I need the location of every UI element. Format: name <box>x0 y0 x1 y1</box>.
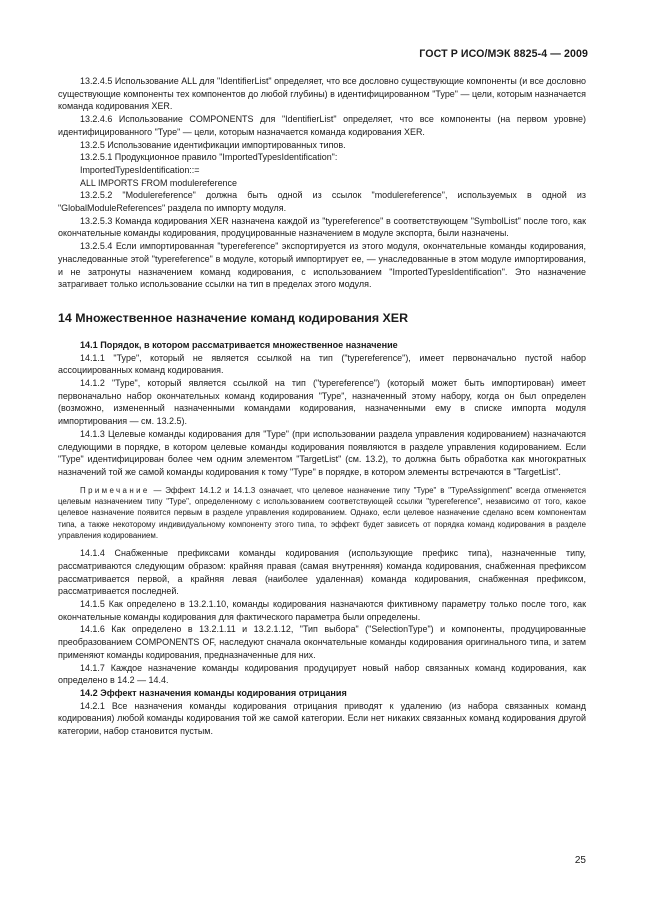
paragraph-13-2-5: 13.2.5 Использование идентификации импортированных типов. <box>80 139 346 150</box>
page-content <box>58 75 586 738</box>
paragraph-14-1-4: 14.1.4 Снабженные префиксами команды кодирования (использующие префикс типа), назначенные типу, рассматриваются следующим образом: крайняя правая (самая внутренняя) команда кодирования, снабженная префиксом рассматривается первой, а крайняя левая (наиболее удаленная) команда кодирования, снабженная префиксом, рассматривается последней. <box>58 548 586 597</box>
production-rule-line-1: ImportedTypesIdentification::= <box>80 164 200 175</box>
note-text: — Эффект 14.1.2 и 14.1.3 означает, что целевое назначение типу "Type" в "TypeAssignment" всегда отменяется целевым назначением типу "Type", определенному с использованием соответствующей ссылки "typereference", независимо от того, какое целевое назначение появится первым в разделе управления кодированием. Однако, если целевое назначение сделано всем компонентам типа, а также некоторому индивидуальному компоненту этого типа, то эффект будет зависеть от порядка команд кодирования в разделе управления кодированием. <box>58 485 586 540</box>
paragraph-14-1-3: 14.1.3 Целевые команды кодирования для "Type" (при использовании раздела управления кодированием) назначаются следующими в порядке, в котором целевые команды кодирования появляются в разделе управления кодированием. Если "Type" идентифицирован более чем одним элементом "TargetList" (см. 13.2), то должна быть обработка как многократных назначений той же самой команды кодирования к тому "Type" в порядке, в котором элементы встречаются в "TargetList". <box>58 428 586 477</box>
production-rule-line-2: ALL IMPORTS FROM modulereference <box>80 177 237 188</box>
document-header: ГОСТ Р ИСО/МЭК 8825-4 — 2009 <box>419 48 588 60</box>
paragraph-14-1-5: 14.1.5 Как определено в 13.2.1.10, команды кодирования назначаются фиктивному параметру только после того, как окончательные команды кодирования для фактического параметра были определены. <box>58 598 586 622</box>
paragraph-13-2-4-5: 13.2.4.5 Использование ALL для "IdentifierList" определяет, что все дословно существующие компоненты (и все дословно существующие компоненты тех компонентов до любой глубины) в идентифицированном "Type" — цели, которым назначается команда кодирования XER. <box>58 76 586 112</box>
paragraph-13-2-5-1: 13.2.5.1 Продукционное правило "ImportedTypesIdentification": <box>80 152 338 163</box>
paragraph-14-1-2: 14.1.2 "Type", который является ссылкой на тип ("typereference") (который может быть импортирован) имеет первоначально набор окончательных команд кодирования "Type", назначенный этому набору, когда он был определен (возможно, измененный назначенными командами кодирования, назначенными ему в списке импорта модуля импортирования — см. 13.2.5). <box>58 378 586 427</box>
paragraph-13-2-4-6: 13.2.4.6 Использование COMPONENTS для "IdentifierList" определяет, что все компоненты (на первом уровне) идентифицированного "Type" — цели, которым назначается команда кодирования XER. <box>58 114 586 137</box>
paragraph-14-1-1: 14.1.1 "Type", который не является ссылкой на тип ("typereference"), имеет первоначально пустой набор ассоциированных команд кодирования. <box>58 352 586 376</box>
note-label: Примечание <box>80 485 150 495</box>
paragraph-14-1-7: 14.1.7 Каждое назначение команды кодирования продуцирует новый набор связанных команд кодирования, как определено в 14.2 — 14.4. <box>58 662 586 686</box>
page-number: 25 <box>574 855 586 866</box>
note-block <box>58 485 586 541</box>
subsection-14-2-heading: 14.2 Эффект назначения команды кодирования отрицания <box>80 687 347 698</box>
paragraph-13-2-5-2: 13.2.5.2 "Modulereference" должна быть одной из ссылок "modulereference", используемых в одной из "GlobalModuleReferences" раздела по импорту модуля. <box>58 190 586 214</box>
paragraph-14-1-6: 14.1.6 Как определено в 13.2.1.11 и 13.2.1.12, "Тип выбора" ("SelectionType") и компоненты, продуцированные преобразованием COMPONENTS OF, наследуют сначала окончательные команды кодирования оригинального типа, и затем применяют команды кодирования, предназначенные для них. <box>58 624 586 660</box>
section-14-heading: 14 Множественное назначение команд кодирования XER <box>58 310 409 325</box>
subsection-14-1-heading: 14.1 Порядок, в котором рассматривается множественное назначение <box>80 339 398 350</box>
paragraph-14-2-1: 14.2.1 Все назначения команды кодирования отрицания приводят к удалению (из набора связанных команд кодирования) любой команды кодирования той же самой категории. Если нет никаких связанных команд кодирования другой категории, набор становится пустым. <box>58 700 586 737</box>
paragraph-13-2-5-4: 13.2.5.4 Если импортированная "typereference" экспортируется из этого модуля, окончательные команды кодирования, унаследованные этой "typereference" в модуле, который импортирует ее, — унаследованные в этом модуле импортирования, и не затронуты назначением команд кодирования, с использованием "ImportedTypesIdentification". Это назначение затрагивает только использование ссылки на тип в пределах этого модуля. <box>58 241 586 290</box>
paragraph-13-2-5-3: 13.2.5.3 Команда кодирования XER назначена каждой из "typereference" в соответствующем "SymbolList" после того, как окончательные команды кодирования, продуцированные назначением в модуле экспорта, были назначены. <box>58 215 586 239</box>
